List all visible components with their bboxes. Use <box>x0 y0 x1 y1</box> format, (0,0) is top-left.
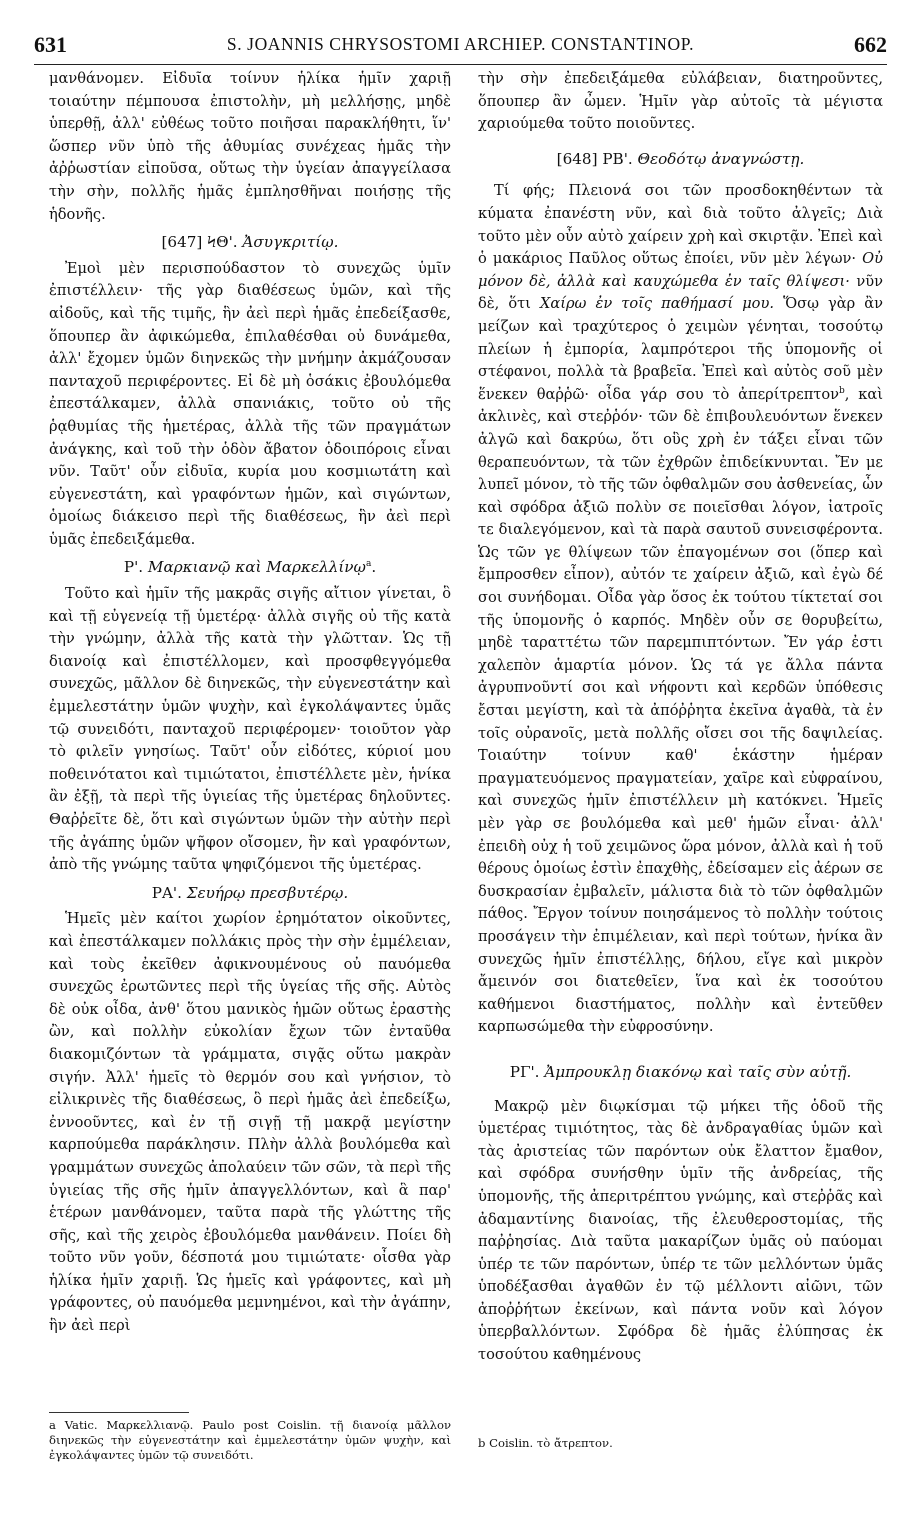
letter-addressee: Ἀμπρουκλῃ διακόνῳ καὶ ταῖς σὺν αὐτῇ. <box>544 1062 852 1081</box>
letter-addressee: Θεοδότῳ ἀναγνώστῃ. <box>637 149 805 168</box>
running-title: S. JOANNIS CHRYSOSTOMI ARCHIEP. CONSTANTINOP. <box>226 34 695 54</box>
letter-body-102 <box>478 180 883 1039</box>
footnote-right: b Coislin. τὸ ἄτρεπτον. <box>478 1436 613 1450</box>
letter-heading-99 <box>49 231 451 254</box>
footnote-left: a Vatic. Μαρκελλιανῷ. Paulo post Coislin. τῇ διανοίᾳ μᾶλλον διηνεκῶς τὴν εὐγενεστάτην καὶ ἐμμελεστάτην ὑμῶν ψυχὴν, καὶ ἐγκολάψαντες ὑμῶν τῷ συνειδότι. <box>49 1418 451 1462</box>
letter-body-99: Ἐμοὶ μὲν περισπούδαστον τὸ συνεχῶς ὑμῖν ἐπιστέλλειν· τῆς γὰρ διαθέσεως ὑμῶν, καὶ τῆς αἰδοῦς, καὶ τῆς τιμῆς, ἣν ἀεὶ περὶ ἡμᾶς ἐπεδείξασθε, ὅπουπερ ἂν ἀφικώμεθα, ἐπιλαθέσθαι οὐ δυνάμεθα, ἀλλ' ἔχομεν ὑμῶν διηνεκῶς τὴν μνήμην ἀκμάζουσαν πανταχοῦ περιφέροντες. Εἰ δὲ μὴ ὁσάκις ἐβουλόμεθα ἐπεστάλκαμεν, ἀλλὰ σπανιάκις, τοῦτο οὐ τῆς ῥᾳθυμίας τῆς ἡμετέρας, ἀλλὰ τῆς τῶν πραγμάτων ἀνάγκης, καὶ τοῦ τὴν ὁδὸν ἄβατον ὁδοιπόροις εἶναι νῦν. Ταῦτ' οὖν εἰδυῖα, κυρία μου κοσμιωτάτη καὶ εὐγενεστάτη, καὶ γραφόντων ἡμῶν, καὶ σιγώντων, ὁμοίως διάκεισο περὶ τῆς διαθέσεως, ἣν ἀεὶ περὶ ὑμᾶς ἐπεδειξάμεθα. <box>49 259 451 548</box>
text-run: , καὶ ἀκλινὲς, καὶ στεῤῥόν· τῶν δὲ ἐπιβουλευόντων ἕνεκεν ἀλγῶ καὶ δακρύω, ὅτι οὓς χρὴ ἐν τάξει εἶναι τῶν θεραπευόντων, τὰ τῶν ἐχθρῶν ἐπιδείκνυνται. Ἔν με λυπεῖ μόνον, τὸ τῆς τῶν ὀφθαλμῶν σου ἀσθενείας, ὧν καὶ σφόδρα ἀξιῶ πολὺν σε ποιεῖσθαι λόγον, ἰατροῖς τε διαλεγόμενον, καὶ τὰ παρὰ σαυτοῦ συνεισφέροντα. Ὡς τῶν γε θλίψεων τῶν ἐπαγομένων σοι (ὅπερ καὶ ἔμπροσθεν εἶπον), αὐτόν τε χαίρειν ἀξιῶ, καὶ ἐγὼ δέ σοι συνήδομαι. Οἶδα γὰρ ὅσος ἐκ τούτου τίκτεταί σοι τῆς ὑπομονῆς ὁ καρπός. Μηδὲν οὖν σε θορυβείτω, μηδὲ ταραττέτω τῶν παρεμπιπτόντων. Ἔν γάρ ἐστι χαλεπὸν ἁμαρτία μόνον. Ὡς τά γε ἄλλα πάντα ἀγρυπνοῦντί σοι καὶ νήφοντι καὶ κερδῶν ὑπόθεσις ἔσται μεγίστη, καὶ τὰ ἀπόῤῥητα ἐκεῖνα ἀγαθὰ, τὰ ἐν τοῖς οὐρανοῖς, μετὰ πολλῆς οἴσει σοι τῆς δαψιλείας. Τοιαύτην τοίνυν καθ' ἑκάστην ἡμέραν πραγματευόμενος πραγματείαν, χαῖρε καὶ εὐφραίνου, καὶ συνεχῶς ἡμῖν ἐπιστέλλειν μὴ κατόκνει. Ἡμεῖς μὲν γὰρ σε βουλόμεθα καὶ μεθ' ἡμῶν εἶναι· ἀλλ' ἐπειδὴ οὐχ ἡ τοῦ χειμῶνος ὥρα μόνον, ἀλλὰ καὶ ἡ τοῦ θέρους ὁμοίως ἐστὶν ἐπαχθὴς, ἐδείσαμεν εἰς ἀέρων σε δυσκρασίαν ἐμβαλεῖν, μάλιστα διὰ τὸ τῶν ὀφθαλμῶν πάθος. Ἔργον τοίνυν ποιησάμενος τὸ πολλὴν τούτοις προσάγειν τὴν ἐπιμέλειαν, καὶ περὶ τούτων, ἡνίκα ἂν συνεχῶς ἡμῖν ἐπιστέλλῃς, δήλου, εἴγε καὶ μικρὸν ἄμεινόν σοι διατεθεῖεν, ἵνα καὶ ἐκ τοσούτου καθήμενοι διαστήματος, πολλὴν καὶ ἐντεῦθεν καρπωσώμεθα τὴν εὐφροσύνην. <box>478 385 883 1036</box>
letter-body-101: Ἡμεῖς μὲν καίτοι χωρίον ἐρημότατον οἰκοῦντες, καὶ ἐπεστάλκαμεν πολλάκις πρὸς τὴν σὴν ἐμμέλειαν, καὶ τοὺς ἐκεῖθεν ἀφικνουμένους οὐ παυόμεθα συνεχῶς ἐρωτῶντες περὶ τῆς ὑγείας τῆς σῆς. Αὐτὸς δὲ οὐκ οἶδα, ἀνθ' ὅτου μανικὸς ἡμῶν οὕτως ἐραστὴς ὢν, καὶ πολλὴν εὐκολίαν ἔχων τῶν ἐνταῦθα διακομιζόντων τὰ γράμματα, σιγᾷς οὕτω μακρὰν σιγήν. Ἀλλ' ἡμεῖς τὸ θερμόν σου καὶ γνήσιον, τὸ εἰλικρινὲς τῆς διαθέσεως, ὃ περὶ ἡμᾶς ἀεὶ ἐπεδείξω, ἐννοοῦντες, καὶ ἐν τῇ σιγῇ τῇ μακρᾷ μεγίστην καρπούμεθα παράκλησιν. Πλὴν ἀλλὰ βουλόμεθα καὶ γραμμάτων συνεχῶς ἀπολαύειν τῶν σῶν, τὰ περὶ τῆς ὑγιείας τῆς σῆς ἡμῖν ἀπαγγελλόντων, καὶ ἃ παρ' ἑτέρων μανθάνομεν, ταῦτα παρὰ τῆς γλώττης τῆς σῆς, καὶ τῆς χειρὸς ἐβουλόμεθα μανθάνειν. Ποίει δὴ τοῦτο νῦν γοῦν, δέσποτά μου τιμιώτατε· οἶσθα γὰρ ἡλίκα ἡμῖν χαριῇ. Ὡς ἡμεῖς καὶ γράφοντες, καὶ μὴ γράφοντες, οὐ παυόμεθα μεμνημένοι, καὶ τὴν ἀγάπην, ἣν ἀεὶ περὶ <box>49 910 451 1335</box>
footnote-rule <box>49 1412 189 1413</box>
letter-heading-100: Ρ'. Μαρκιανῷ καὶ Μαρκελλίνῳ$^a$. <box>123 558 377 577</box>
left-column <box>49 68 451 1338</box>
right-column <box>478 68 883 1367</box>
scripture-quote: Χαίρω ἐν τοῖς παθήμασί μου. <box>540 295 774 313</box>
footnote-marker-b: b <box>839 385 845 396</box>
letter-body-100: Τοῦτο καὶ ἡμῖν τῆς μακρᾶς σιγῆς αἴτιον γίνεται, ὃ καὶ τῇ εὐγενείᾳ τῇ ὑμετέρᾳ· ἀλλὰ σιγῆς οὐ τῆς κατὰ τὴν γνώμην, ἀλλὰ τῆς κατὰ τὴν γλῶτταν. Ὡς τῇ διανοίᾳ καὶ ἐπιστέλλομεν, καὶ προσφθεγγόμεθα συνεχῶς, μᾶλλον δὲ διηνεκῶς, τὴν εὐγενεστάτην καὶ ἐμμελεστάτην ὑμῶν ψυχὴν, καὶ ἐγκολάψαντες ὑμᾶς τῷ συνειδότι, πανταχοῦ περιφέρομεν· τοιοῦτον γὰρ τὸ φιλεῖν γνησίως. Ταῦτ' οὖν εἰδότες, κύριοί μου ποθεινότατοι καὶ τιμιώτατοι, ἐπιστέλλετε μὲν, ἡνίκα ἂν ἐξῇ, τὰ περὶ τῆς ὑγιείας τῆς ὑμετέρας δηλοῦντες. Θαῤῥεῖτε δὲ, ὅτι καὶ σιγώντων ὑμῶν τὴν αὐτὴν περὶ τῆς ἀγάπης ὑμῶν ψῆφον οἴσομεν, ἣν καὶ γραφόντων, ἀπὸ τῆς γνώμης ταῦτα ψηφιζόμενοι τῆς ὑμετέρας. <box>49 585 451 874</box>
text-run: Ὅσῳ γὰρ ἂν μείζων καὶ τραχύτερος ὁ χειμὼν γένηται, τοσούτῳ πλείων ἡ ἐμπορία, λαμπρότεροι τῆς ὑπομονῆς οἱ στέφανοι, πολλὰ τὰ βραβεῖα. Ἐπεὶ καὶ αὐτὸς σοῦ μὲν ἕνεκεν θαῤῥῶ· οἶδα γάρ σου τὸ ἀπερίτρεπτον <box>478 295 884 403</box>
letter-number: ΡΑ'. <box>151 883 182 902</box>
footnote-marker-a: a <box>365 559 372 570</box>
letter-number: [647] ϞΘ'. <box>161 233 238 252</box>
letter-number: [648] ΡΒ'. <box>556 149 633 168</box>
letter-continuation: τὴν σὴν ἐπεδειξάμεθα εὐλάβειαν, διατηροῦντες, ὅπουπερ ἂν ὦμεν. Ἡμῖν γὰρ αὐτοῖς τὰ μέγιστα χαριούμεθα τοῦτο ποιοῦντες. <box>478 70 883 133</box>
letter-heading-102 <box>478 148 883 171</box>
letter-addressee: Σευήρῳ πρεσβυτέρῳ. <box>186 883 349 902</box>
header-rule <box>34 64 887 65</box>
letter-number: Ρ'. <box>123 558 144 577</box>
text-run: νῦν δὲ, ὅτι <box>478 272 884 313</box>
letter-heading-103 <box>478 1061 883 1084</box>
letter-number: ΡΓ'. <box>509 1062 540 1081</box>
page-number-right: 662 <box>854 32 887 57</box>
letter-continuation: μανθάνομεν. Εἰδυῖα τοίνυν ἡλίκα ἡμῖν χαριῇ τοιαύτην πέμπουσα ἐπιστολὴν, μὴ μελλήσῃς, μηδὲ ὑπερθῇ, ἀλλ' εὐθέως τοῦτο ποιῆσαι παρακλήθητι, ἵν' ὥσπερ νῦν ὑπὸ τῆς ἀθυμίας συνέχεας ἡμᾶς τὴν ἀῤῥωστίαν εἰποῦσα, οὕτως τὴν ὑγείαν ἀπαγγείλασα τὴν σὴν, πολλῆς ἡμᾶς ἐμπλησθῆναι ποιήσῃς τῆς ἡδονῆς. <box>49 70 451 223</box>
letter-heading-101 <box>49 882 451 905</box>
text-run: Τί φής; Πλειονά σοι τῶν προσδοκηθέντων τὰ κύματα ἐπανέστη νῦν, καὶ διὰ τοῦτο ἀλγεῖς; Διὰ τοῦτο μὲν οὖν αὐτὸ χαίρειν χρὴ καὶ σκιρτᾷν. Ἐπεὶ καὶ ὁ μακάριος Παῦλος οὕτως ἐποίει, νῦν μὲν λέγων· <box>478 182 883 268</box>
page-header <box>34 30 887 58</box>
letter-body-103: Μακρῷ μὲν διῳκίσμαι τῷ μήκει τῆς ὁδοῦ τῆς ὑμετέρας τιμιότητος, τὰς δὲ ἀνδραγαθίας ὑμῶν καὶ τὰς ἀριστείας τῶν παρόντων οὐκ ἔλαττον ἔμαθον, καὶ σφόδρα συνήσθην ὑμῖν τῆς ἀνδρείας, τῆς ὑπομονῆς, τῆς ἀπεριτρέπτου γνώμης, καὶ στεῤῥᾶς καὶ ἀδαμαντίνης διανοίας, τῆς ἐλευθεροστομίας, τῆς παῤῥησίας. Διὰ ταῦτα μακαρίζων ὑμᾶς οὐ παύομαι ὑπέρ τε τῶν παρόντων, ὑπέρ τε τῶν μελλόντων ὑμᾶς ὑποδέξασθαι ἀγαθῶν ἐν τῷ μέλλοντι αἰῶνι, τῶν ἀποῤῥήτων ἐκείνων, καὶ πάντα νοῦν καὶ λόγον ὑπερβαλλόντων. Σφόδρα δὲ ἡμᾶς ἐλύπησας ἐκ τοσούτου καθημένους <box>478 1097 883 1364</box>
letter-addressee: Ἀσυγκριτίῳ. <box>242 233 339 252</box>
scripture-quote: Οὐ μόνον δὲ, ἀλλὰ καὶ καυχώμεθα ἐν ταῖς θλίψεσι· <box>478 250 883 290</box>
letter-addressee: Μαρκιανῷ καὶ Μαρκελλίνῳ <box>147 558 366 577</box>
page-number-left: 631 <box>34 32 67 57</box>
